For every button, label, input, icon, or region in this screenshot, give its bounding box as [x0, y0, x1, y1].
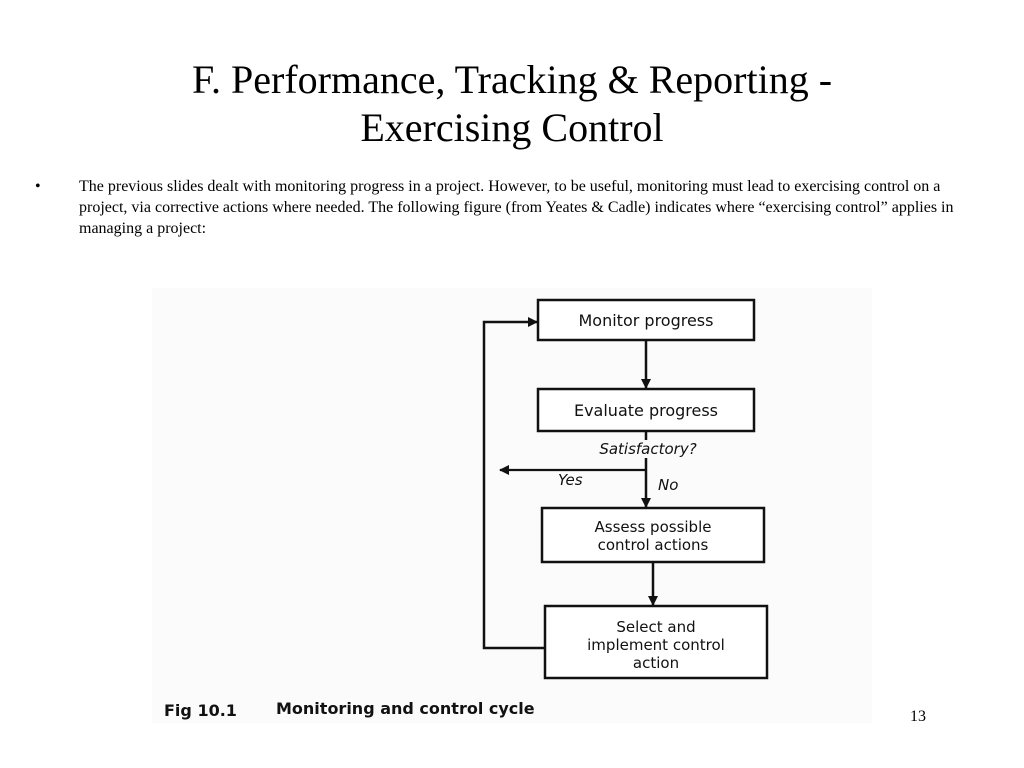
monitoring-control-figure	[152, 288, 872, 723]
figure-caption-number: Fig 10.1	[164, 701, 237, 720]
bullet-text: The previous slides dealt with monitoring progress in a project. However, to be useful, monitoring must lead to exercising control on a project, via corrective actions where needed. The following figure (from Yeates & Cadle) indicates where “exercising control” applies in managing a project:	[79, 178, 954, 237]
assess-actions-label-line-2: control actions	[597, 536, 709, 554]
select-implement-label-line-3: action	[632, 654, 680, 672]
satisfactory-decision-label: Satisfactory?	[599, 440, 697, 458]
bullet-point	[30, 176, 980, 239]
select-implement-label-line-1: Select and	[616, 618, 696, 636]
monitor-progress-label: Monitor progress	[578, 311, 714, 330]
slide-title-line-2: Exercising Control	[360, 105, 664, 150]
slide-title-line-1: F. Performance, Tracking & Reporting -	[191, 57, 833, 102]
select-implement-label-line-2: implement control	[587, 636, 725, 654]
figure-caption-text: Monitoring and control cycle	[276, 699, 535, 718]
slide-title	[100, 56, 924, 152]
bullet-icon: •	[35, 178, 41, 195]
evaluate-progress-label: Evaluate progress	[573, 401, 719, 420]
flowchart	[152, 288, 872, 723]
yes-label: Yes	[558, 471, 583, 489]
page-number: 13	[910, 708, 926, 725]
feedback-loop-arrow	[484, 322, 545, 648]
assess-actions-label-line-1: Assess possible	[594, 518, 712, 536]
no-label: No	[658, 476, 679, 494]
